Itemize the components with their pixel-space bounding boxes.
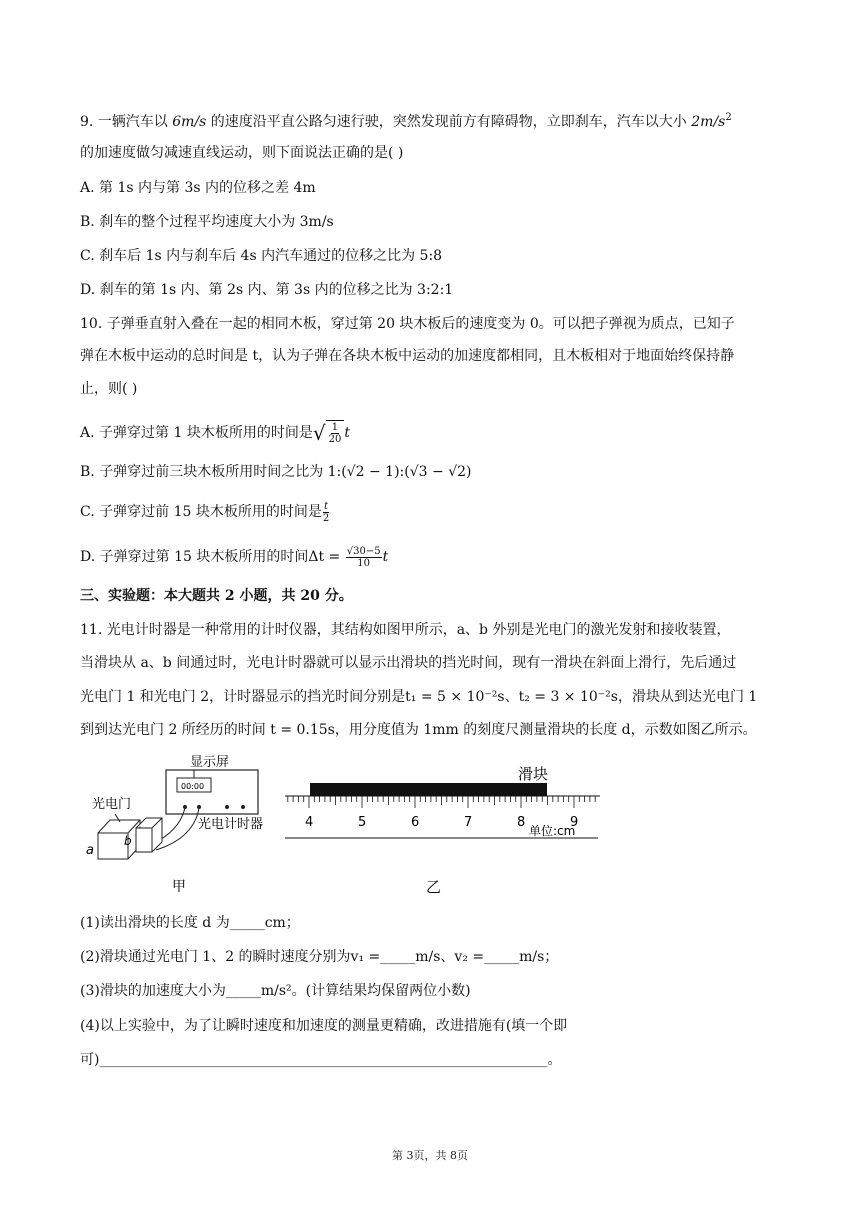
figure-yi xyxy=(280,752,610,898)
q10-option-c: C. 子弹穿过前 15 块木板所用的时间是 $\frac{t}{2}$ xyxy=(80,500,330,524)
q11-stem-line3: 光电门 1 和光电门 2，计时器显示的挡光时间分别是t₁ = 5 × 10⁻²s、t₂ = 3 × 10⁻²s，滑块从到达光电门 1 xyxy=(80,689,758,705)
gate-a-label: a xyxy=(86,843,94,858)
q11-stem-line2: 当滑块从 a、b 间通过时，光电计时器就可以显示出滑块的挡光时间，现有一滑块在斜面上滑行，先后通过 xyxy=(80,655,737,671)
display-reading: 00:00 xyxy=(181,782,205,791)
ruler-tick-label: 6 xyxy=(411,815,420,830)
figure-jia-caption: 甲 xyxy=(172,879,186,895)
gate-b-label: b xyxy=(124,834,132,848)
q9-option-a: A. 第 1s 内与第 3s 内的位移之差 4m xyxy=(80,180,316,196)
ruler-tick-label: 9 xyxy=(570,815,579,830)
q11-sub-4-line1: (4)以上实验中，为了让瞬时速度和加速度的测量更精确，改进措施有(填一个即 xyxy=(80,1018,568,1034)
q11-stem-line4: 到到达光电门 2 所经历的时间 t = 0.15s，用分度值为 1mm 的刻度尺测量滑块的长度 d，示数如图乙所示。 xyxy=(80,722,757,738)
q9-option-c: C. 刹车后 1s 内与刹车后 4s 内汽车通过的位移之比为 5:8 xyxy=(80,248,443,264)
slider-label: 滑块 xyxy=(518,765,549,783)
q9-option-d: D. 刹车的第 1s 内、第 2s 内、第 3s 内的位移之比为 3:2:1 xyxy=(80,282,454,298)
figure-yi-caption: 乙 xyxy=(426,878,442,896)
sqrt-icon: √ xyxy=(312,421,326,445)
unit-label: 单位:cm xyxy=(529,824,576,838)
ruler-tick-label: 4 xyxy=(305,815,314,830)
q10-option-a: A. 子弹穿过第 1 块木板所用的时间是√ $\frac{1}{20}$ t xyxy=(80,421,350,445)
port-3 xyxy=(225,805,229,809)
q9-option-b: B. 刹车的整个过程平均速度大小为 3m/s xyxy=(80,214,334,230)
port-4 xyxy=(241,805,245,809)
ruler-ticks xyxy=(288,796,595,808)
q10-option-b: B. 子弹穿过前三块木板所用时间之比为 1:(√2 − 1):(√3 − √2) xyxy=(80,464,472,480)
page-footer: 第 3页，共 8页 xyxy=(392,1149,468,1162)
q10-stem-line1: 10. 子弹垂直射入叠在一起的相同木板，穿过第 20 块木板后的速度变为 0。可以把子弹视为质点，已知子 xyxy=(80,316,735,332)
q11-sub-2: (2)滑块通过光电门 1、2 的瞬时速度分别为v₁ =_____m/s、v₂ =_____m/s； xyxy=(80,949,559,965)
section-heading: 三、实验题：本大题共 2 小题，共 20 分。 xyxy=(80,588,353,604)
gate-label: 光电门 xyxy=(92,797,132,812)
q11-sub-1: (1)读出滑块的长度 d 为_____cm； xyxy=(80,915,300,931)
q11-sub-3: (3)滑块的加速度大小为_____m/s²。(计算结果均保留两位小数) xyxy=(80,983,471,999)
q9-stem-line2: 的加速度做匀减速直线运动，则下面说法正确的是( ) xyxy=(80,145,404,161)
q10-option-d: D. 子弹穿过第 15 块木板所用的时间Δt = $\frac{√30-5}{10}$ t xyxy=(80,545,389,569)
ruler-tick-label: 5 xyxy=(358,815,367,830)
q11-sub-4-line2: 可)________________________________________________________________。 xyxy=(80,1052,562,1068)
q10-stem-line3: 止，则( ) xyxy=(80,381,138,397)
q11-stem-line1: 11. 光电计时器是一种常用的计时仪器，其结构如图甲所示，a、b 外别是光电门的激光发射和接收装置， xyxy=(80,622,731,638)
figure-jia xyxy=(80,748,280,898)
timer-label: 光电计时器 xyxy=(198,817,264,832)
ruler-tick-label: 8 xyxy=(517,815,526,830)
q9-stem-line1: 9. 一辆汽车以 6m/s 的速度沿平直公路匀速行驶，突然发现前方有障碍物，立即刹车，汽车以大小 $2m/s^2$ xyxy=(80,112,732,130)
screen-label: 显示屏 xyxy=(190,755,230,770)
slider-block xyxy=(310,783,547,796)
ruler-tick-label: 7 xyxy=(464,815,473,830)
gate-a-box xyxy=(98,820,140,859)
gate-pointer xyxy=(115,814,120,822)
q10-stem-line2: 弹在木板中运动的总时间是 t，认为子弹在各块木板中运动的加速度都相同，且木板相对于地面始终保持静 xyxy=(80,348,735,364)
